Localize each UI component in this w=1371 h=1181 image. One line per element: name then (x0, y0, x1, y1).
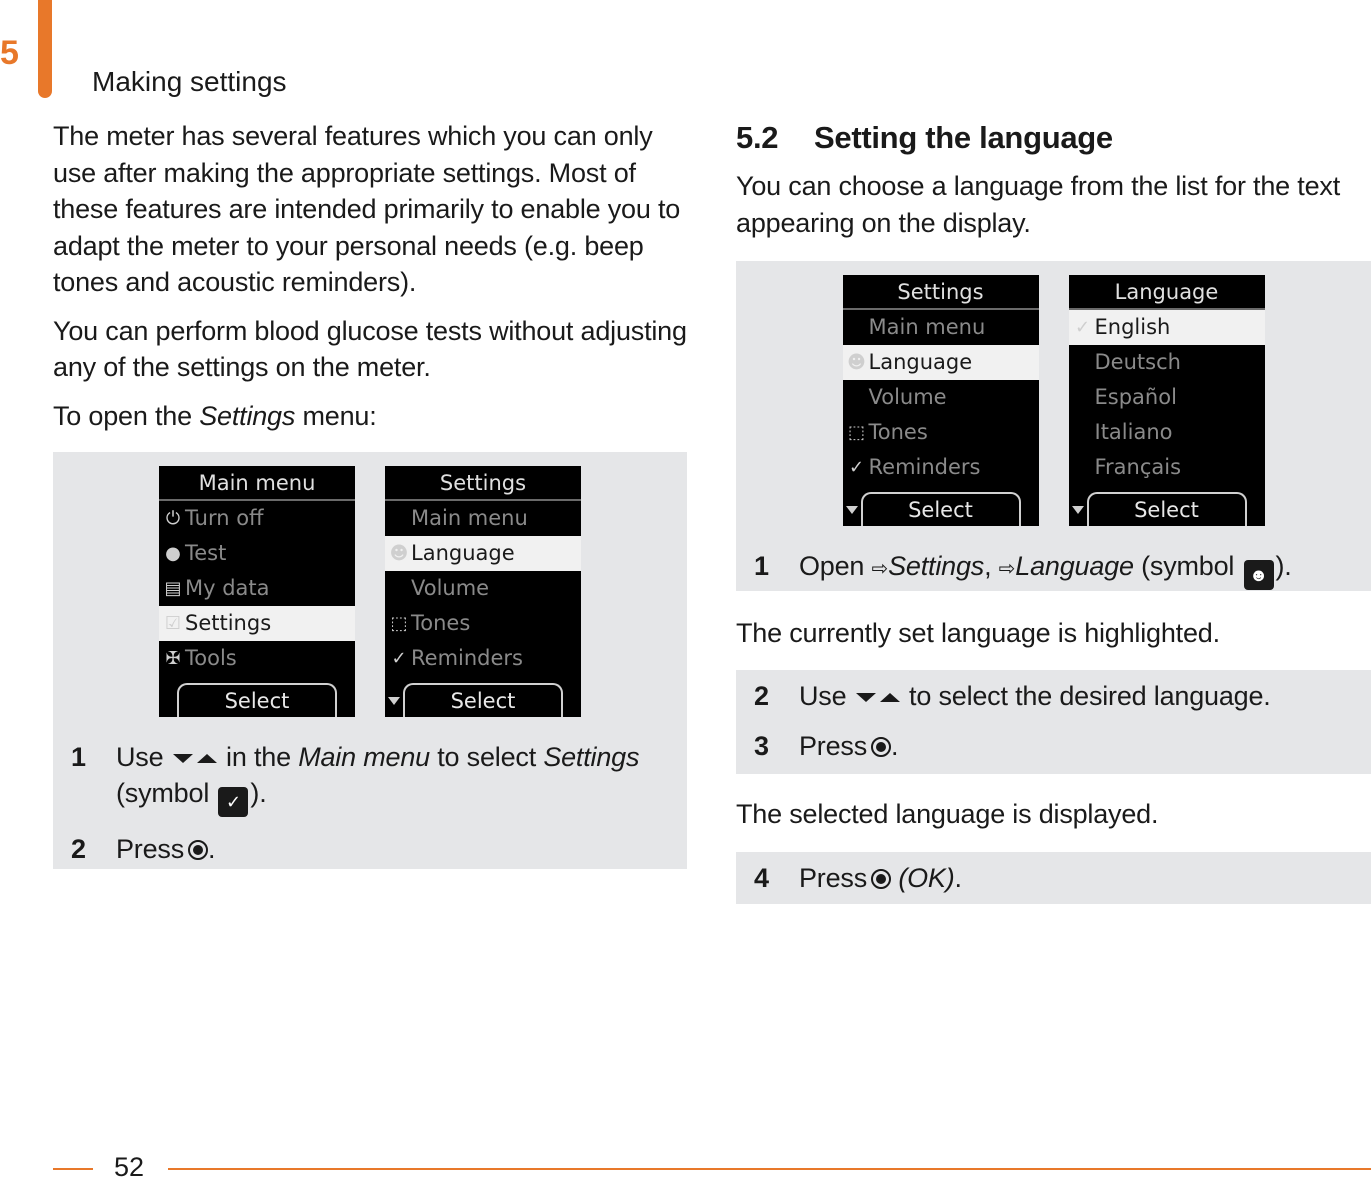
symbol-suffix: ). (250, 778, 267, 808)
step-number: 3 (754, 730, 769, 761)
up-button-icon (197, 754, 217, 763)
language-item-deutsch (1069, 345, 1265, 380)
check-icon: ✓ (391, 648, 407, 669)
footer-rule (168, 1168, 1371, 1170)
ok-term: (OK) (898, 863, 955, 893)
chapter-tab-bar (38, 0, 52, 98)
step-4 (736, 860, 1371, 896)
select-softkey: Select (1087, 492, 1247, 526)
step-text-to-select: to select (429, 742, 544, 772)
checkbox-icon: ☑ (164, 613, 182, 634)
displayed-note: The selected language is displayed. (736, 798, 1159, 829)
settings-term: Settings (888, 551, 985, 581)
footer-rule-left (53, 1168, 93, 1170)
main-menu-term: Main menu (298, 742, 430, 772)
language-item-italiano (1069, 415, 1265, 450)
step-text-period: . (954, 863, 962, 893)
step-text-use: Use (116, 742, 164, 772)
intro-paragraph-1: The meter has several features which you can only use after making the appropriate settings. Most of these features are intended primarily to enable you to adapt the meter to your personal needs (e.g. beep tones and acoustic reminders). (53, 121, 681, 297)
language-item-francais (1069, 450, 1265, 485)
step-text-press: Press (116, 834, 185, 864)
settings-symbol-icon: ✓ (218, 787, 248, 817)
step-text (116, 831, 687, 867)
language-icon: ☻ (389, 543, 409, 564)
step-text-open: Open (799, 551, 872, 581)
menu-item-reminders (385, 641, 581, 676)
right-steps-box-2 (736, 670, 1371, 774)
menu-item-label: Main menu (411, 506, 528, 530)
step-2 (736, 678, 1371, 714)
menu-item-tones (843, 415, 1039, 450)
section-number: 5.2 (736, 120, 779, 155)
section-heading (736, 120, 1371, 156)
step-text-in-the: in the (218, 742, 299, 772)
scroll-down-icon (846, 506, 858, 514)
wrench-icon: ✠ (165, 648, 181, 669)
menu-item-turn-off (159, 501, 355, 536)
menu-item-main-menu (385, 501, 581, 536)
menu-item-label: Test (185, 541, 227, 565)
menu-item-label: Español (1094, 385, 1177, 409)
step-text-select-language: to select the desired language. (901, 680, 1271, 711)
step-text (799, 728, 1371, 764)
right-column (736, 120, 1371, 904)
step-number: 4 (754, 863, 769, 893)
screen-title: Settings (843, 275, 1039, 310)
language-item-english (1069, 310, 1265, 345)
scroll-down-icon (1072, 506, 1084, 514)
chapter-number: 5 (0, 34, 19, 72)
step-1 (736, 548, 1371, 590)
main-menu-screen (159, 466, 355, 717)
symbol-prefix: (symbol (116, 778, 217, 808)
drop-icon: ● (165, 543, 181, 564)
menu-item-settings (159, 606, 355, 641)
menu-item-my-data (159, 571, 355, 606)
menu-item-label: Tones (868, 420, 928, 444)
menu-item-reminders (843, 450, 1039, 485)
cross-reference-arrow-icon: ⇨ (998, 558, 1016, 580)
screen-title: Settings (385, 466, 581, 501)
menu-item-label: Deutsch (1094, 350, 1181, 374)
separator: , (984, 551, 999, 581)
menu-item-language (385, 536, 581, 571)
right-screens (736, 275, 1371, 526)
step-text-press: Press (799, 730, 868, 761)
step-number: 2 (71, 834, 86, 864)
language-term: Language (1015, 551, 1134, 581)
power-icon: ⏻ (165, 508, 181, 529)
language-icon: ☻ (847, 352, 866, 373)
left-screens (53, 466, 687, 717)
menu-item-label: My data (185, 576, 270, 600)
open-suffix: menu: (295, 400, 377, 431)
menu-item-volume (843, 380, 1039, 415)
screen-title: Language (1069, 275, 1265, 310)
menu-item-label: Settings (185, 611, 272, 635)
menu-item-label: Français (1094, 455, 1182, 479)
menu-item-label: Italiano (1094, 420, 1173, 444)
intro-paragraph-2: You can perform blood glucose tests without adjusting any of the settings on the meter. (53, 315, 687, 382)
select-softkey: Select (177, 683, 337, 717)
tones-icon: ⬚ (847, 422, 865, 443)
open-prefix: To open the (53, 400, 200, 431)
right-steps-box-1 (736, 261, 1371, 591)
menu-item-label: Reminders (868, 455, 981, 479)
scroll-down-icon (388, 697, 400, 705)
step-text-press: Press (799, 863, 868, 893)
running-header: Making settings (92, 66, 287, 97)
left-column (53, 118, 687, 869)
check-icon: ✓ (1074, 317, 1091, 338)
menu-item-label: Volume (868, 385, 947, 409)
menu-item-label: Language (411, 541, 515, 565)
step-3 (736, 728, 1371, 764)
step-text-period: . (891, 730, 899, 761)
data-icon: ▤ (164, 578, 182, 599)
select-softkey: Select (861, 492, 1021, 526)
down-button-icon (173, 754, 193, 763)
menu-item-tools (159, 641, 355, 676)
menu-item-label: Turn off (185, 506, 264, 530)
settings-screen (385, 466, 581, 717)
menu-item-label: Tones (411, 611, 471, 635)
tones-icon: ⬚ (390, 613, 408, 634)
cross-reference-arrow-icon: ⇨ (871, 558, 889, 580)
highlight-note: The currently set language is highlighted. (736, 618, 1220, 648)
step-number: 1 (754, 551, 769, 581)
open-settings-term: Settings (199, 400, 296, 431)
step-text (799, 678, 1371, 714)
symbol-prefix: (symbol (1133, 551, 1242, 581)
ok-button-icon (871, 737, 891, 757)
right-steps-box-3 (736, 852, 1371, 904)
settings-screen (843, 275, 1039, 526)
ok-button-icon (188, 840, 208, 860)
down-button-icon (856, 693, 876, 702)
step-text (116, 739, 687, 817)
menu-item-label: Main menu (868, 315, 986, 339)
menu-item-label: Tools (185, 646, 237, 670)
select-softkey: Select (403, 683, 563, 717)
up-button-icon (880, 693, 900, 702)
step-text (799, 548, 1371, 590)
step-text-period: . (208, 834, 216, 864)
menu-item-label: Volume (411, 576, 490, 600)
language-item-espanol (1069, 380, 1265, 415)
settings-term: Settings (543, 742, 640, 772)
language-screen (1069, 275, 1265, 526)
menu-item-label: Reminders (411, 646, 523, 670)
menu-item-volume (385, 571, 581, 606)
page-number: 52 (114, 1152, 145, 1181)
step-number: 2 (754, 680, 769, 711)
menu-item-test (159, 536, 355, 571)
menu-item-tones (385, 606, 581, 641)
left-step-list (53, 739, 687, 867)
section-title: Setting the language (814, 120, 1113, 155)
open-settings-instruction (53, 398, 687, 435)
ok-button-icon (871, 869, 891, 889)
menu-item-main-menu (843, 310, 1039, 345)
check-icon: ✓ (848, 457, 865, 478)
step-text-use: Use (799, 680, 847, 711)
step-1 (53, 739, 687, 817)
step-text (799, 860, 1371, 896)
menu-item-label: Language (868, 350, 973, 374)
language-symbol-icon: ☻ (1244, 560, 1274, 590)
menu-item-language (843, 345, 1039, 380)
language-intro: You can choose a language from the list for the text appearing on the display. (736, 171, 1340, 238)
left-steps-box (53, 452, 687, 869)
step-2 (53, 831, 687, 867)
step-number: 1 (71, 742, 86, 772)
symbol-suffix: ). (1275, 551, 1292, 581)
menu-item-label: English (1094, 315, 1171, 339)
screen-title: Main menu (159, 466, 355, 501)
